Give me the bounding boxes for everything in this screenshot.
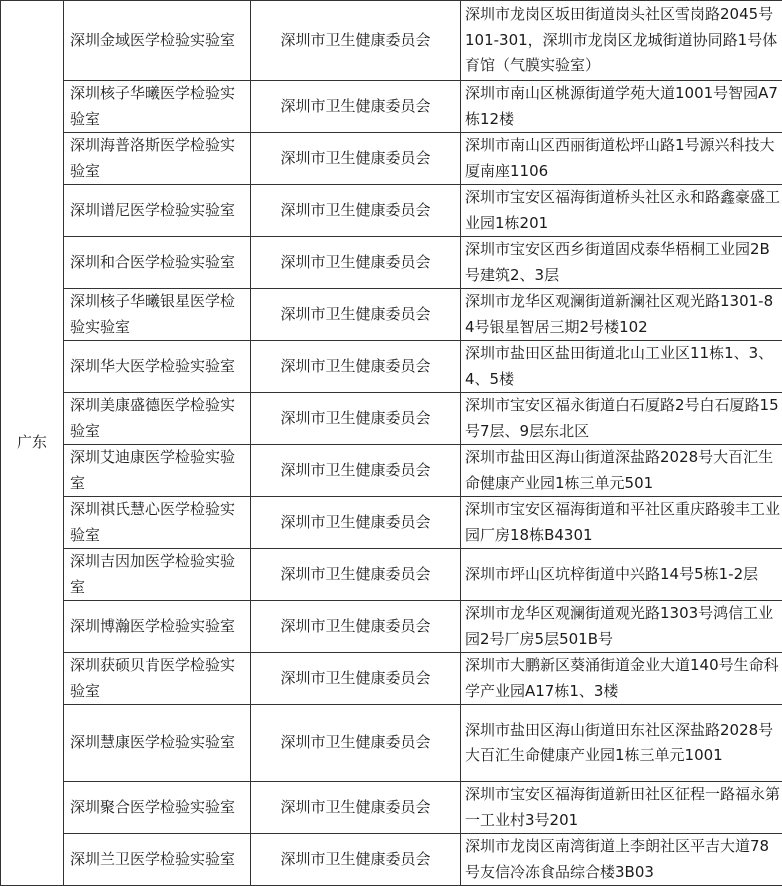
address-cell: 深圳市南山区桃源街道学苑大道1001号智园A7栋12楼: [461, 81, 782, 133]
address-cell: 深圳市盐田区海山街道深盐路2028号大百汇生命健康产业园1栋三单元501: [461, 445, 782, 497]
lab-table-body: [1, 1, 782, 886]
address-cell: 深圳市大鹏新区葵涌街道金业大道140号生命科学产业园A17栋1、3楼: [461, 653, 782, 705]
address-cell: 深圳市坪山区坑梓街道中兴路14号5栋1-2层: [461, 549, 782, 601]
address-cell: 深圳市盐田区盐田街道北山工业区11栋1、3、4、5楼: [461, 341, 782, 393]
address-cell: 深圳市龙岗区南湾街道上李朗社区平吉大道78号友信冷冻食品综合楼3B03: [461, 834, 782, 886]
lab-name-cell: 深圳核子华曦医学检验实验室: [64, 81, 251, 133]
authority-cell: 深圳市卫生健康委员会: [251, 81, 461, 133]
table-row: [1, 341, 782, 393]
authority-cell: 深圳市卫生健康委员会: [251, 133, 461, 185]
lab-name-cell: 深圳慧康医学检验实验室: [64, 705, 251, 782]
authority-cell: 深圳市卫生健康委员会: [251, 601, 461, 653]
table-row: [1, 393, 782, 445]
table-row: [1, 81, 782, 133]
table-row: [1, 133, 782, 185]
lab-name-cell: 深圳华大医学检验实验室: [64, 341, 251, 393]
address-cell: 深圳市龙岗区坂田街道岗头社区雪岗路2045号101-301，深圳市龙岗区龙城街道协同路1号体育馆（气膜实验室）: [461, 1, 782, 81]
address-cell: 深圳市南山区西丽街道松坪山路1号源兴科技大厦南座1106: [461, 133, 782, 185]
table-row: [1, 601, 782, 653]
table-row: [1, 834, 782, 886]
address-cell: 深圳市盐田区海山街道田东社区深盐路2028号大百汇生命健康产业园1栋三单元1001: [461, 705, 782, 782]
authority-cell: 深圳市卫生健康委员会: [251, 341, 461, 393]
table-row: [1, 653, 782, 705]
lab-name-cell: 深圳美康盛德医学检验实验室: [64, 393, 251, 445]
authority-cell: 深圳市卫生健康委员会: [251, 653, 461, 705]
address-cell: 深圳市宝安区西乡街道固戍泰华梧桐工业园2B号建筑2、3层: [461, 237, 782, 289]
table-row: [1, 497, 782, 549]
table-row: [1, 705, 782, 782]
authority-cell: 深圳市卫生健康委员会: [251, 185, 461, 237]
lab-name-cell: 深圳博瀚医学检验实验室: [64, 601, 251, 653]
table-row: [1, 782, 782, 834]
authority-cell: 深圳市卫生健康委员会: [251, 237, 461, 289]
lab-name-cell: 深圳金域医学检验实验室: [64, 1, 251, 81]
lab-name-cell: 深圳海普洛斯医学检验实验室: [64, 133, 251, 185]
table-row: [1, 237, 782, 289]
authority-cell: 深圳市卫生健康委员会: [251, 497, 461, 549]
province-cell: 广东: [1, 1, 64, 886]
lab-name-cell: 深圳祺氏慧心医学检验实验室: [64, 497, 251, 549]
address-cell: 深圳市宝安区福海街道和平社区重庆路骏丰工业园厂房18栋B4301: [461, 497, 782, 549]
lab-name-cell: 深圳获硕贝肯医学检验实验室: [64, 653, 251, 705]
table-row: [1, 1, 782, 81]
address-cell: 深圳市宝安区福海街道桥头社区永和路鑫豪盛工业园1栋201: [461, 185, 782, 237]
address-cell: 深圳市宝安区福永街道白石厦路2号白石厦路15号7层、9层东北区: [461, 393, 782, 445]
lab-name-cell: 深圳核子华曦银星医学检验实验室: [64, 289, 251, 341]
authority-cell: 深圳市卫生健康委员会: [251, 393, 461, 445]
lab-name-cell: 深圳吉因加医学检验实验室: [64, 549, 251, 601]
authority-cell: 深圳市卫生健康委员会: [251, 782, 461, 834]
lab-name-cell: 深圳和合医学检验实验室: [64, 237, 251, 289]
lab-name-cell: 深圳谱尼医学检验实验室: [64, 185, 251, 237]
lab-name-cell: 深圳艾迪康医学检验实验室: [64, 445, 251, 497]
address-cell: 深圳市龙华区观澜街道观光路1303号鸿信工业园2号厂房5层501B号: [461, 601, 782, 653]
lab-name-cell: 深圳聚合医学检验实验室: [64, 782, 251, 834]
authority-cell: 深圳市卫生健康委员会: [251, 834, 461, 886]
table-row: [1, 289, 782, 341]
lab-name-cell: 深圳兰卫医学检验实验室: [64, 834, 251, 886]
authority-cell: 深圳市卫生健康委员会: [251, 445, 461, 497]
authority-cell: 深圳市卫生健康委员会: [251, 549, 461, 601]
address-cell: 深圳市宝安区福海街道新田社区征程一路福永第一工业村3号201: [461, 782, 782, 834]
authority-cell: 深圳市卫生健康委员会: [251, 289, 461, 341]
authority-cell: 深圳市卫生健康委员会: [251, 1, 461, 81]
table-row: [1, 185, 782, 237]
table-row: [1, 445, 782, 497]
table-row: [1, 549, 782, 601]
authority-cell: 深圳市卫生健康委员会: [251, 705, 461, 782]
address-cell: 深圳市龙华区观澜街道新澜社区观光路1301-84号银星智居三期2号楼102: [461, 289, 782, 341]
